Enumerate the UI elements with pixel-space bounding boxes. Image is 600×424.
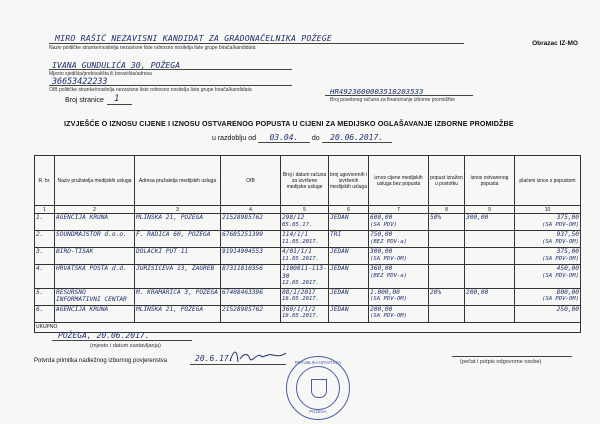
invoice-cell: [281, 231, 329, 248]
provider-name: AGENCIJA KRUNA: [56, 305, 109, 313]
row-number-cell: [35, 231, 55, 248]
row-number: 1.: [36, 214, 44, 221]
row-number: 4.: [36, 265, 44, 272]
table-row: [35, 265, 581, 289]
paid-note: (SA PDV-OM): [541, 221, 579, 228]
place-date-label: (mjesto i datum sastavljanja): [90, 343, 161, 349]
table-row: [35, 231, 581, 248]
col-header: broj ugovorenih i izvršenih medijskih usluga: [329, 156, 369, 206]
provider-name-cell: [55, 214, 135, 231]
discount-percent: 50%: [430, 214, 442, 221]
invoice-number: 298/12: [282, 214, 305, 221]
official-stamp: [286, 356, 350, 420]
provider-name: AGENCIJA KRUNA: [56, 214, 109, 221]
place-date-value: POŽEGA, 20.06.2017.: [58, 331, 150, 340]
price-cell: [369, 231, 429, 248]
commission-label: Potvrda primitka nadležnog izbornog povjerenstva: [34, 358, 168, 364]
provider-address: F. RADIĆA 60, POŽEGA: [136, 231, 211, 238]
provider-oib-cell: [221, 288, 281, 305]
table-row: [35, 248, 581, 265]
discount-pct-cell: [429, 265, 465, 289]
provider-address: M. KRAMARIĆA 3, POŽEGA: [136, 288, 218, 296]
discount-pct-cell: [429, 305, 465, 322]
provider-oib: 67685251399: [222, 231, 263, 238]
address-label: Mjesto sjedišta/prebivališta ili boravišta/adresa: [49, 71, 152, 77]
invoice-cell: [281, 288, 329, 305]
page-underline: [107, 104, 132, 105]
form-code: Obrazac IZ-MO: [532, 40, 578, 47]
invoice-date: 18.05.2017.: [282, 313, 320, 319]
total-label: UKUPNO: [35, 322, 581, 332]
col-header: Adresa pružatelja medijskih usluga: [135, 156, 221, 206]
invoice-number: 08/1/2017: [282, 288, 316, 296]
commission-date: 20.6.17.: [195, 354, 234, 363]
invoice-date: 11.05.2017.: [282, 238, 320, 245]
row-number: 6.: [36, 305, 44, 313]
stamp-bottom-text: POŽEGA: [309, 409, 327, 414]
signature-mark: [228, 347, 288, 365]
provider-oib: 21528985762: [222, 214, 263, 221]
address-value: IVANA GUNDULIĆA 30, POŽEGA: [52, 60, 181, 70]
provider-name: BIRO-TISAK: [56, 248, 94, 255]
paid-cell: [515, 288, 581, 305]
column-number: 6: [329, 206, 369, 214]
row-number-cell: [35, 305, 55, 322]
price-cell: [369, 305, 429, 322]
provider-oib: 67408463396: [222, 288, 263, 296]
provider-name-cell: [55, 231, 135, 248]
service-count-cell: [329, 248, 369, 265]
provider-oib-cell: [221, 231, 281, 248]
provider-oib-cell: [221, 265, 281, 289]
paid-cell: [515, 265, 581, 289]
provider-name: RESURSNO INFORMATIVNI CENTAR: [56, 288, 127, 303]
table-header-row: [35, 156, 581, 206]
provider-address: MLINSKA 21, POŽEGA: [136, 214, 204, 221]
oib-underline: [49, 85, 292, 86]
discount-pct-cell: [429, 231, 465, 248]
provider-address: MLINSKA 21, POŽEGA: [136, 305, 204, 313]
service-count-cell: [329, 214, 369, 231]
col-header: Broj i datum računa za izvršene medijske usluge: [281, 156, 329, 206]
table-row: [35, 288, 581, 305]
service-count: TRI: [330, 231, 342, 238]
period-mid: do: [311, 135, 320, 142]
col-header: popust izražen u postotku: [429, 156, 465, 206]
price-cell: [369, 248, 429, 265]
table-row: [35, 305, 581, 322]
service-count: JEDAN: [330, 214, 349, 221]
column-number: 3: [135, 206, 221, 214]
place-date-underline: [52, 340, 192, 341]
provider-name-cell: [55, 288, 135, 305]
provider-address: DOLAČKI PUT 11: [136, 248, 189, 255]
paid-amount: 375,00: [556, 248, 579, 255]
expense-table: [34, 155, 581, 333]
row-number: 5.: [36, 288, 44, 296]
paid-cell: [515, 248, 581, 265]
invoice-date: 05.05.17.: [282, 221, 313, 228]
provider-address-cell: [135, 214, 221, 231]
column-number: 4: [221, 206, 281, 214]
column-number: 1: [35, 206, 55, 214]
period-prefix: u razdoblju od: [212, 135, 256, 142]
price-value: 600,00: [370, 214, 393, 221]
discount-amount-cell: [465, 231, 515, 248]
provider-oib-cell: [221, 305, 281, 322]
column-number: 2: [55, 206, 135, 214]
account-underline: [325, 95, 473, 96]
account-label: Broj posebnog računa za financiranje izborne promidžbe: [330, 97, 456, 103]
provider-name-cell: [55, 248, 135, 265]
paid-cell: [515, 305, 581, 322]
row-number: 3.: [36, 248, 44, 255]
col-header: R. br.: [35, 156, 55, 206]
service-count-cell: [329, 288, 369, 305]
paid-note: (SA PDV-OM): [541, 296, 579, 302]
price-cell: [369, 288, 429, 305]
paid-amount: 250,00: [556, 305, 579, 313]
provider-name: SOUNDMAJSTOR d.o.o.: [56, 231, 127, 238]
discount-amount-cell: [465, 305, 515, 322]
date-from: 03.04.: [258, 133, 310, 143]
paid-amount: 800,00: [556, 288, 579, 296]
discount-amount-cell: [465, 288, 515, 305]
invoice-number: 114/1/1: [282, 231, 309, 238]
col-header: plaćeni iznos s popustom: [515, 156, 581, 206]
invoice-number: 4/01/1/1: [282, 248, 312, 255]
price-note: (BEZ PDV-a): [370, 238, 408, 245]
price-note: (SA PDV-OM): [370, 313, 408, 319]
provider-oib-cell: [221, 248, 281, 265]
provider-oib: 21528985762: [222, 305, 263, 313]
row-number-cell: [35, 288, 55, 305]
discount-pct-cell: [429, 288, 465, 305]
page-number: 1: [114, 94, 120, 104]
oib-label: OIB političke stranke/nositelja nezavisne liste odnosno nositelja liste grupe birača/kandidata: [49, 87, 252, 93]
seal-label: (pečat i potpis odgovorne osobe): [460, 359, 542, 365]
provider-oib-cell: [221, 214, 281, 231]
row-number: 2.: [36, 231, 44, 238]
column-number: 8: [429, 206, 465, 214]
account-number: HR4923600003510203533: [330, 87, 424, 96]
price-note: (SA PDV-OM): [370, 296, 408, 302]
provider-oib: 91914904553: [222, 248, 263, 255]
col-header: OIB: [221, 156, 281, 206]
provider-address-cell: [135, 248, 221, 265]
col-header: iznos cijene medijskih usluga bez popusta: [369, 156, 429, 206]
invoice-cell: [281, 305, 329, 322]
column-number: 7: [369, 206, 429, 214]
service-count-cell: [329, 265, 369, 289]
column-number: 9: [465, 206, 515, 214]
service-count: JEDAN: [330, 265, 349, 272]
invoice-date: 11.05.2017.: [282, 255, 320, 262]
price-cell: [369, 265, 429, 289]
candidate-name: MIRO RAŠIĆ NEZAVISNI KANDIDAT ZA GRADONAČELNIKA POŽEGE: [55, 33, 332, 43]
row-number-cell: [35, 265, 55, 289]
candidate-label: Naziv političke stranke/nositelja nezavisne liste odnosno nositelja liste grupe birača/kandidata: [49, 45, 256, 51]
paid-cell: [515, 214, 581, 231]
candidate-underline: [49, 43, 464, 44]
price-note: (SA PDV-OM): [370, 255, 408, 262]
paid-amount: 375,00: [556, 214, 579, 221]
column-number: 10: [515, 206, 581, 214]
page-label: Broj stranice: [65, 97, 104, 104]
coat-of-arms-icon: [311, 379, 327, 398]
stamp-top-text: REPUBLIKA HRVATSKA: [294, 360, 342, 365]
row-number-cell: [35, 248, 55, 265]
commission-underline: [190, 364, 286, 365]
invoice-cell: [281, 248, 329, 265]
paid-note: (SA PDV-OM): [541, 238, 579, 245]
service-count: JEDAN: [330, 305, 349, 313]
period-line: [212, 133, 392, 143]
document-title: IZVJEŠĆE O IZNOSU CIJENE I IZNOSU OSTVARENOG POPUSTA U CIJENI ZA MEDIJSKO OGLAŠAVANJE IZBORNE PROMIDŽBE: [64, 119, 514, 128]
provider-address-cell: [135, 265, 221, 289]
service-count: JEDAN: [330, 288, 349, 296]
row-number-cell: [35, 214, 55, 231]
invoice-cell: [281, 214, 329, 231]
provider-name-cell: [55, 265, 135, 289]
oib-value: 36653422233: [52, 76, 108, 86]
table-row: [35, 214, 581, 231]
price-value: 1.000,00: [370, 288, 400, 296]
paid-note: (SA PDV-OM): [541, 272, 579, 279]
service-count-cell: [329, 231, 369, 248]
discount-pct-cell: [429, 214, 465, 231]
seal-underline: [452, 356, 572, 357]
price-value: 360,00: [370, 265, 393, 272]
discount-pct-cell: [429, 248, 465, 265]
provider-address: JURIŠIĆEVA 13, ZAGREB: [136, 265, 215, 272]
discount-amount-cell: [465, 214, 515, 231]
address-underline: [49, 69, 292, 70]
paid-amount: 450,00: [556, 265, 579, 272]
col-header: iznos ostvarenog popusta: [465, 156, 515, 206]
provider-name: HRVATSKA POŠTA d.d.: [56, 265, 127, 272]
paid-cell: [515, 231, 581, 248]
service-count-cell: [329, 305, 369, 322]
discount-amount-cell: [465, 248, 515, 265]
provider-address-cell: [135, 288, 221, 305]
price-cell: [369, 214, 429, 231]
discount-percent: 20%: [430, 288, 442, 296]
paid-amount: 937,50: [556, 231, 579, 238]
invoice-number: 360/1/1/2: [282, 305, 316, 313]
column-number-row: [35, 206, 581, 214]
discount-amount: 300,00: [466, 214, 489, 221]
col-header: Naziv pružatelja medijskih usluga: [55, 156, 135, 206]
price-value: 750,00: [370, 231, 393, 238]
provider-oib: 87311810356: [222, 265, 263, 272]
price-note: (BEZ PDV-a): [370, 272, 408, 279]
date-to: 20.06.2017.: [322, 133, 392, 143]
invoice-date: 12.05.2017.: [282, 280, 320, 286]
discount-amount: 200,00: [466, 288, 489, 296]
invoice-cell: [281, 265, 329, 289]
provider-name-cell: [55, 305, 135, 322]
provider-address-cell: [135, 231, 221, 248]
price-value: 300,00: [370, 248, 393, 255]
invoice-number: 1100811-113-30: [282, 265, 327, 280]
column-number: 5: [281, 206, 329, 214]
invoice-date: 16.05.2017.: [282, 296, 320, 302]
discount-amount-cell: [465, 265, 515, 289]
provider-address-cell: [135, 305, 221, 322]
service-count: JEDAN: [330, 248, 349, 255]
price-note: (SA PDV): [370, 221, 397, 228]
price-value: 200,00: [370, 305, 393, 313]
paid-note: (SA PDV-OM): [541, 255, 579, 262]
